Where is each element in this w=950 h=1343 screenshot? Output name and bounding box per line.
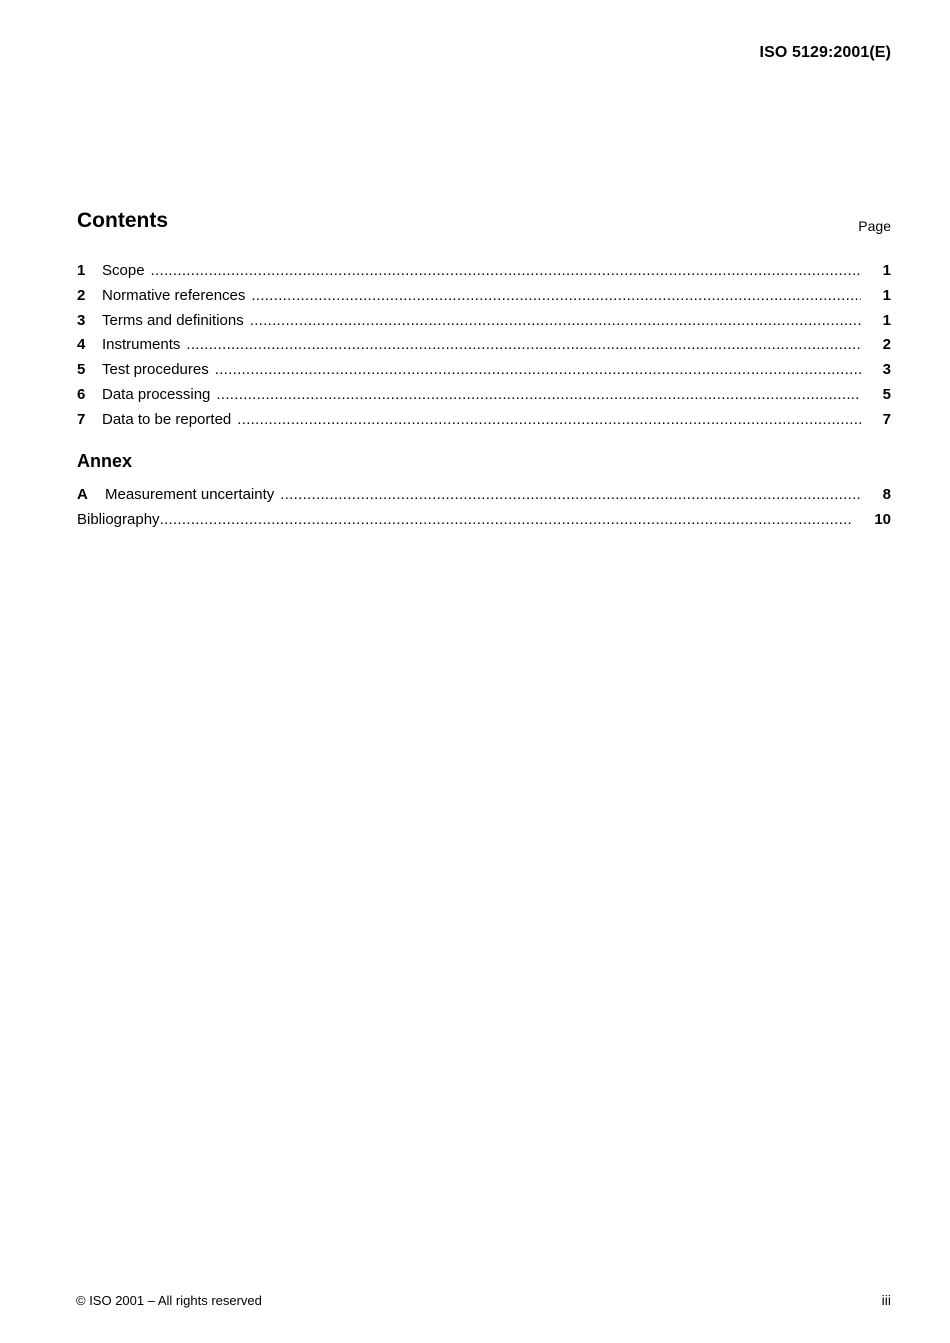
toc-entry-label: Measurement uncertainty — [105, 486, 275, 503]
toc-leader-dots — [215, 361, 861, 378]
toc-entry-number: 7 — [77, 410, 86, 428]
toc-leader-dots — [151, 262, 861, 279]
contents-title: Contents — [77, 209, 168, 232]
toc-leader-dots — [251, 287, 861, 304]
toc-leader-dots — [237, 411, 861, 428]
toc-entry-number: 5 — [77, 361, 86, 379]
toc-entry-label: Normative references — [102, 286, 246, 304]
toc-entry-scope[interactable] — [77, 262, 891, 287]
toc-entry-measurement-uncertainty[interactable] — [77, 486, 891, 511]
toc-entry-page: 1 — [882, 286, 891, 304]
toc-leader-dots — [186, 336, 861, 353]
toc-entry-label: Terms and definitions — [102, 311, 244, 329]
toc-entry-number: 6 — [77, 385, 86, 403]
annex-title: Annex — [77, 451, 133, 471]
toc-entry-number: 3 — [77, 311, 86, 329]
toc-leader-dots — [160, 511, 853, 528]
toc-entry-instruments[interactable] — [77, 336, 891, 361]
toc-entry-data-to-be-reported[interactable] — [77, 411, 891, 436]
toc-entry-number: 1 — [77, 262, 86, 279]
copyright-notice: © ISO 2001 – All rights reserved — [76, 1293, 262, 1308]
toc-entry-label: Data to be reported — [102, 410, 232, 428]
toc-entry-page: 2 — [882, 336, 891, 354]
toc-entry-normative-references[interactable] — [77, 287, 891, 312]
toc-entry-terms-and-definitions[interactable] — [77, 312, 891, 337]
toc-entry-bibliography[interactable] — [77, 511, 891, 536]
toc-leader-dots — [280, 486, 861, 503]
toc-entry-label: Instruments — [102, 336, 181, 354]
contents-header — [77, 209, 891, 237]
page-number: iii — [881, 1292, 891, 1308]
toc-entry-page: 3 — [882, 361, 891, 379]
toc-leader-dots — [216, 386, 861, 403]
toc-entry-label: Bibliography — [77, 510, 160, 528]
toc-entry-page: 1 — [882, 262, 891, 279]
toc-entry-page: 10 — [874, 510, 891, 528]
toc-entry-test-procedures[interactable] — [77, 361, 891, 386]
toc-leader-dots — [250, 312, 861, 329]
toc-entry-page: 1 — [882, 311, 891, 329]
table-of-contents — [77, 262, 891, 436]
page-column-label: Page — [858, 218, 891, 234]
toc-entry-data-processing[interactable] — [77, 386, 891, 411]
toc-entry-page: 5 — [882, 385, 891, 403]
toc-entry-label: Scope — [102, 262, 145, 279]
toc-entry-number: A — [77, 486, 88, 503]
toc-entry-label: Data processing — [102, 385, 211, 403]
toc-entry-page: 8 — [882, 486, 891, 503]
toc-entry-number: 2 — [77, 286, 86, 304]
toc-entry-label: Test procedures — [102, 361, 209, 379]
toc-entry-page: 7 — [882, 410, 891, 428]
document-id: ISO 5129:2001(E) — [759, 44, 891, 61]
toc-entry-number: 4 — [77, 336, 86, 354]
annex-contents — [77, 486, 891, 536]
